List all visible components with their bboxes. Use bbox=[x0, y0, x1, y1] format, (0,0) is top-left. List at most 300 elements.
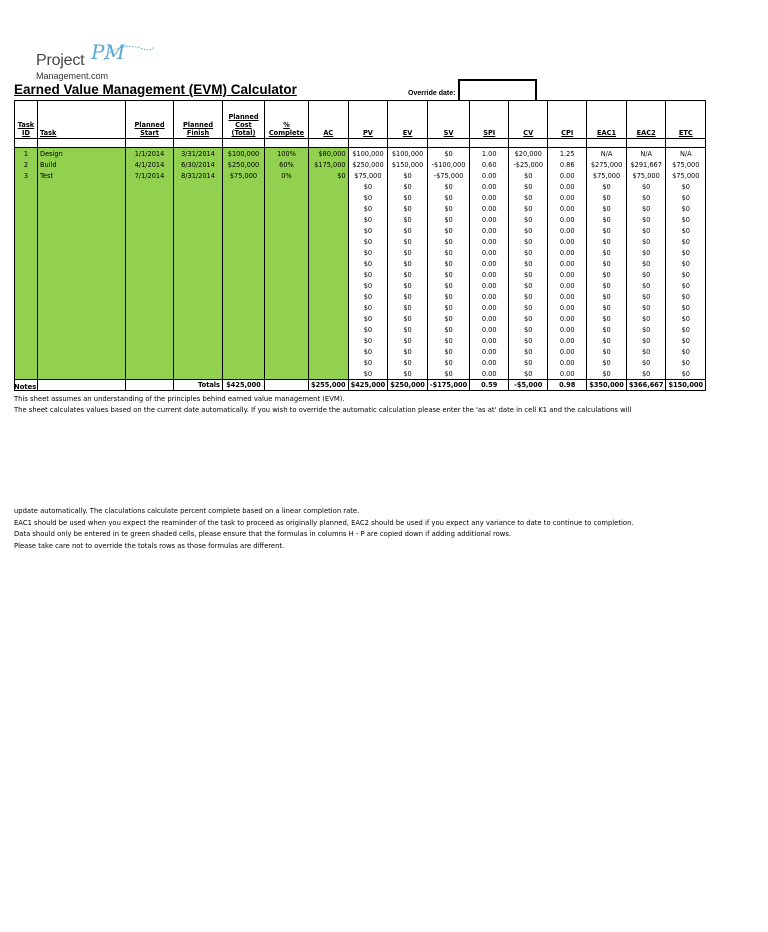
table-cell: 0.00 bbox=[548, 357, 587, 368]
table-cell: 0.00 bbox=[470, 181, 509, 192]
table-cell[interactable] bbox=[38, 280, 126, 291]
table-cell[interactable] bbox=[15, 368, 38, 380]
table-cell: $0 bbox=[626, 203, 666, 214]
table-cell: 0.00 bbox=[470, 368, 509, 380]
table-cell[interactable] bbox=[15, 346, 38, 357]
table-cell: 0.00 bbox=[470, 247, 509, 258]
table-cell: $0 bbox=[348, 368, 388, 380]
table-cell: $0 bbox=[348, 291, 388, 302]
table-cell: N/A bbox=[626, 148, 666, 160]
table-cell: $0 bbox=[509, 324, 548, 335]
table-cell[interactable]: 4/1/2014 bbox=[126, 159, 174, 170]
evm-table bbox=[14, 100, 706, 391]
table-cell[interactable] bbox=[174, 335, 223, 346]
table-cell[interactable] bbox=[223, 302, 265, 313]
table-cell[interactable] bbox=[223, 236, 265, 247]
table-cell[interactable] bbox=[15, 291, 38, 302]
table-cell: 0.00 bbox=[470, 335, 509, 346]
note-line: The sheet calculates values based on the current date automatically. If you wish to override the automatic calculation please enter the 'as at' date in cell K1 and the calculations will bbox=[14, 406, 632, 414]
table-cell: 0.00 bbox=[548, 247, 587, 258]
table-cell: $0 bbox=[626, 313, 666, 324]
table-cell: $0 bbox=[666, 302, 706, 313]
table-cell[interactable] bbox=[15, 302, 38, 313]
table-cell[interactable] bbox=[38, 346, 126, 357]
table-cell[interactable] bbox=[126, 192, 174, 203]
table-cell[interactable]: 6/30/2014 bbox=[174, 159, 223, 170]
table-cell[interactable] bbox=[265, 324, 309, 335]
table-cell[interactable] bbox=[15, 269, 38, 280]
notes-heading: Notes bbox=[14, 383, 37, 391]
table-cell: $0 bbox=[388, 236, 428, 247]
column-header: EAC2 bbox=[626, 101, 666, 139]
table-cell[interactable] bbox=[265, 225, 309, 236]
table-cell: $0 bbox=[509, 247, 548, 258]
table-cell: $0 bbox=[509, 258, 548, 269]
table-cell[interactable] bbox=[126, 368, 174, 380]
table-cell: $0 bbox=[388, 181, 428, 192]
table-cell[interactable] bbox=[265, 181, 309, 192]
table-cell[interactable] bbox=[174, 225, 223, 236]
table-cell: $0 bbox=[388, 313, 428, 324]
table-cell[interactable] bbox=[223, 324, 265, 335]
table-cell[interactable] bbox=[126, 313, 174, 324]
table-cell: $0 bbox=[509, 346, 548, 357]
table-cell: $0 bbox=[427, 247, 469, 258]
table-cell[interactable] bbox=[223, 313, 265, 324]
table-cell[interactable]: 8/31/2014 bbox=[174, 170, 223, 181]
table-cell: $0 bbox=[626, 368, 666, 380]
table-cell: $0 bbox=[427, 280, 469, 291]
table-cell: 0.00 bbox=[548, 236, 587, 247]
table-cell[interactable] bbox=[265, 357, 309, 368]
table-cell[interactable] bbox=[126, 346, 174, 357]
table-cell[interactable] bbox=[309, 291, 349, 302]
spacer-row bbox=[15, 139, 706, 148]
table-row bbox=[15, 214, 706, 225]
table-cell: Totals bbox=[174, 380, 223, 391]
table-cell[interactable] bbox=[309, 280, 349, 291]
table-cell[interactable] bbox=[265, 302, 309, 313]
table-row bbox=[15, 269, 706, 280]
table-cell: $0 bbox=[666, 291, 706, 302]
table-cell: 0.86 bbox=[548, 159, 587, 170]
note-line: EAC1 should be used when you expect the reaminder of the task to proceed as originally planned, EAC2 should be used if you expect any variance to date to continue to completion. bbox=[14, 518, 634, 527]
table-cell: $0 bbox=[388, 291, 428, 302]
override-date-input[interactable] bbox=[458, 79, 537, 101]
table-cell: $0 bbox=[666, 236, 706, 247]
table-cell: 0.00 bbox=[548, 335, 587, 346]
table-cell[interactable] bbox=[265, 291, 309, 302]
table-cell: $20,000 bbox=[509, 148, 548, 160]
table-row bbox=[15, 247, 706, 258]
column-header: Planned Finish bbox=[174, 101, 223, 139]
table-cell: $0 bbox=[509, 192, 548, 203]
table-cell[interactable] bbox=[174, 181, 223, 192]
table-cell: $0 bbox=[666, 346, 706, 357]
table-cell: N/A bbox=[666, 148, 706, 160]
table-cell[interactable] bbox=[265, 269, 309, 280]
table-cell[interactable] bbox=[38, 214, 126, 225]
table-cell: $0 bbox=[388, 335, 428, 346]
table-cell[interactable] bbox=[126, 291, 174, 302]
table-cell[interactable] bbox=[309, 324, 349, 335]
table-cell[interactable] bbox=[38, 258, 126, 269]
table-cell[interactable] bbox=[15, 181, 38, 192]
table-cell[interactable]: 0% bbox=[265, 170, 309, 181]
table-cell[interactable] bbox=[174, 269, 223, 280]
table-cell: $0 bbox=[626, 258, 666, 269]
table-cell[interactable] bbox=[15, 357, 38, 368]
table-row bbox=[15, 192, 706, 203]
table-cell[interactable] bbox=[126, 225, 174, 236]
table-cell[interactable] bbox=[126, 269, 174, 280]
table-cell bbox=[587, 139, 627, 148]
table-cell[interactable] bbox=[15, 280, 38, 291]
table-cell[interactable] bbox=[223, 368, 265, 380]
table-cell[interactable] bbox=[265, 214, 309, 225]
table-cell[interactable] bbox=[38, 247, 126, 258]
table-row bbox=[15, 357, 706, 368]
table-cell[interactable] bbox=[174, 203, 223, 214]
table-cell[interactable] bbox=[174, 280, 223, 291]
table-cell: 0.00 bbox=[548, 302, 587, 313]
table-cell: $250,000 bbox=[388, 380, 428, 391]
table-cell[interactable] bbox=[174, 258, 223, 269]
table-cell[interactable]: 3 bbox=[15, 170, 38, 181]
table-cell[interactable] bbox=[174, 324, 223, 335]
table-cell bbox=[38, 139, 126, 148]
table-cell[interactable] bbox=[38, 313, 126, 324]
table-cell[interactable]: 100% bbox=[265, 148, 309, 160]
table-cell[interactable] bbox=[38, 203, 126, 214]
table-cell[interactable] bbox=[223, 214, 265, 225]
table-cell[interactable]: $0 bbox=[309, 170, 349, 181]
table-cell[interactable] bbox=[265, 335, 309, 346]
table-cell: 1.25 bbox=[548, 148, 587, 160]
table-cell: $0 bbox=[626, 269, 666, 280]
table-cell: $275,000 bbox=[587, 159, 627, 170]
table-cell[interactable] bbox=[38, 269, 126, 280]
table-cell: $0 bbox=[388, 214, 428, 225]
table-cell[interactable]: $250,000 bbox=[223, 159, 265, 170]
table-cell: $0 bbox=[666, 269, 706, 280]
column-header: SPI bbox=[470, 101, 509, 139]
table-cell: $0 bbox=[666, 181, 706, 192]
table-cell[interactable] bbox=[223, 269, 265, 280]
notes-continued bbox=[14, 506, 634, 552]
table-cell: $0 bbox=[427, 269, 469, 280]
table-cell[interactable] bbox=[15, 214, 38, 225]
table-cell[interactable] bbox=[309, 236, 349, 247]
table-cell[interactable] bbox=[223, 346, 265, 357]
table-cell: $0 bbox=[626, 214, 666, 225]
table-cell[interactable] bbox=[309, 258, 349, 269]
table-cell: $150,000 bbox=[388, 159, 428, 170]
column-header: EV bbox=[388, 101, 428, 139]
table-cell: $0 bbox=[427, 214, 469, 225]
table-cell[interactable] bbox=[126, 357, 174, 368]
table-cell[interactable]: 7/1/2014 bbox=[126, 170, 174, 181]
table-cell[interactable]: 1 bbox=[15, 148, 38, 160]
table-row bbox=[15, 170, 706, 181]
table-cell: 0.00 bbox=[470, 192, 509, 203]
table-cell[interactable] bbox=[38, 324, 126, 335]
table-cell: $0 bbox=[587, 258, 627, 269]
table-cell: $0 bbox=[509, 291, 548, 302]
table-cell[interactable] bbox=[174, 236, 223, 247]
table-cell: $75,000 bbox=[666, 170, 706, 181]
table-cell: $0 bbox=[587, 346, 627, 357]
table-cell[interactable]: 60% bbox=[265, 159, 309, 170]
table-cell[interactable] bbox=[126, 236, 174, 247]
table-cell: $0 bbox=[427, 236, 469, 247]
table-cell[interactable] bbox=[38, 368, 126, 380]
table-cell[interactable] bbox=[223, 258, 265, 269]
notes-section bbox=[14, 382, 631, 417]
table-cell: 0.00 bbox=[548, 313, 587, 324]
table-row bbox=[15, 148, 706, 160]
table-cell: $0 bbox=[348, 335, 388, 346]
table-row bbox=[15, 236, 706, 247]
table-header-row bbox=[15, 101, 706, 139]
table-cell: $425,000 bbox=[348, 380, 388, 391]
table-cell[interactable] bbox=[309, 181, 349, 192]
table-row bbox=[15, 203, 706, 214]
table-cell: $0 bbox=[427, 148, 469, 160]
table-cell[interactable] bbox=[309, 225, 349, 236]
table-cell: $0 bbox=[626, 236, 666, 247]
table-cell[interactable]: $100,000 bbox=[223, 148, 265, 160]
table-cell: $255,000 bbox=[309, 380, 349, 391]
table-cell[interactable] bbox=[126, 335, 174, 346]
table-cell: $0 bbox=[666, 247, 706, 258]
table-cell: $0 bbox=[587, 225, 627, 236]
table-cell[interactable] bbox=[265, 313, 309, 324]
table-cell: $0 bbox=[388, 258, 428, 269]
table-cell[interactable] bbox=[126, 258, 174, 269]
column-header: EAC1 bbox=[587, 101, 627, 139]
table-cell: $0 bbox=[427, 368, 469, 380]
table-cell[interactable] bbox=[15, 192, 38, 203]
table-cell[interactable] bbox=[38, 357, 126, 368]
table-cell[interactable] bbox=[38, 236, 126, 247]
table-cell[interactable] bbox=[174, 313, 223, 324]
table-cell: $0 bbox=[626, 192, 666, 203]
table-cell: 0.00 bbox=[470, 203, 509, 214]
table-cell[interactable] bbox=[38, 192, 126, 203]
table-cell: $0 bbox=[587, 335, 627, 346]
column-header: Planned Cost (Total) bbox=[223, 101, 265, 139]
table-cell: -$5,000 bbox=[509, 380, 548, 391]
table-row bbox=[15, 302, 706, 313]
table-cell: 0.00 bbox=[548, 258, 587, 269]
table-cell[interactable] bbox=[15, 313, 38, 324]
table-row bbox=[15, 181, 706, 192]
table-cell: 0.00 bbox=[470, 214, 509, 225]
table-cell[interactable] bbox=[309, 313, 349, 324]
table-cell bbox=[626, 139, 666, 148]
table-cell[interactable]: Build bbox=[38, 159, 126, 170]
table-cell[interactable] bbox=[309, 357, 349, 368]
table-cell: $0 bbox=[427, 335, 469, 346]
column-header: PV bbox=[348, 101, 388, 139]
table-cell[interactable] bbox=[223, 291, 265, 302]
table-cell: $0 bbox=[348, 181, 388, 192]
table-cell[interactable] bbox=[15, 335, 38, 346]
table-cell[interactable] bbox=[15, 203, 38, 214]
table-cell: 0.00 bbox=[548, 203, 587, 214]
table-cell[interactable]: Test bbox=[38, 170, 126, 181]
table-cell[interactable] bbox=[38, 291, 126, 302]
table-cell bbox=[174, 139, 223, 148]
table-cell[interactable] bbox=[15, 247, 38, 258]
table-cell: 0.00 bbox=[548, 324, 587, 335]
table-cell: $0 bbox=[626, 247, 666, 258]
table-cell[interactable] bbox=[15, 258, 38, 269]
table-cell: 0.00 bbox=[548, 225, 587, 236]
table-cell[interactable] bbox=[223, 247, 265, 258]
table-cell[interactable] bbox=[309, 247, 349, 258]
table-cell[interactable] bbox=[126, 247, 174, 258]
table-cell[interactable] bbox=[174, 346, 223, 357]
table-cell[interactable] bbox=[126, 324, 174, 335]
column-header: Task bbox=[38, 101, 126, 139]
table-cell: $0 bbox=[626, 302, 666, 313]
table-cell[interactable] bbox=[265, 236, 309, 247]
table-cell: $0 bbox=[427, 203, 469, 214]
table-cell: 0.00 bbox=[548, 269, 587, 280]
column-header: Planned Start bbox=[126, 101, 174, 139]
table-cell: $0 bbox=[348, 324, 388, 335]
table-cell: $0 bbox=[509, 170, 548, 181]
table-cell: $0 bbox=[509, 302, 548, 313]
table-cell[interactable] bbox=[126, 302, 174, 313]
table-cell[interactable] bbox=[265, 247, 309, 258]
table-cell[interactable] bbox=[174, 192, 223, 203]
table-cell[interactable] bbox=[38, 335, 126, 346]
note-line: update automatically. The claculations calculate percent complete based on a linear completion rate. bbox=[14, 507, 360, 515]
table-cell: $0 bbox=[666, 214, 706, 225]
table-cell: $0 bbox=[666, 258, 706, 269]
table-cell[interactable] bbox=[38, 302, 126, 313]
table-cell[interactable]: $175,000 bbox=[309, 159, 349, 170]
table-cell[interactable]: 1/1/2014 bbox=[126, 148, 174, 160]
table-cell[interactable] bbox=[38, 225, 126, 236]
table-cell[interactable] bbox=[265, 203, 309, 214]
table-cell: $0 bbox=[509, 214, 548, 225]
table-cell[interactable] bbox=[223, 225, 265, 236]
table-cell[interactable] bbox=[174, 357, 223, 368]
table-cell[interactable] bbox=[174, 214, 223, 225]
table-cell: 0.00 bbox=[470, 280, 509, 291]
table-cell: 0.00 bbox=[548, 280, 587, 291]
table-cell[interactable] bbox=[223, 357, 265, 368]
table-cell bbox=[126, 139, 174, 148]
table-cell: $0 bbox=[427, 302, 469, 313]
table-cell: 1.00 bbox=[470, 148, 509, 160]
table-cell[interactable] bbox=[265, 280, 309, 291]
table-cell: -$175,000 bbox=[427, 380, 469, 391]
table-cell: $0 bbox=[509, 236, 548, 247]
table-cell: 0.00 bbox=[470, 225, 509, 236]
table-cell: 0.00 bbox=[470, 258, 509, 269]
table-cell: $0 bbox=[666, 335, 706, 346]
table-cell[interactable] bbox=[15, 225, 38, 236]
table-cell: $0 bbox=[427, 357, 469, 368]
table-cell[interactable] bbox=[15, 324, 38, 335]
table-cell[interactable] bbox=[265, 192, 309, 203]
table-cell[interactable]: Design bbox=[38, 148, 126, 160]
table-cell: $0 bbox=[509, 368, 548, 380]
table-cell: $0 bbox=[587, 236, 627, 247]
table-cell: $0 bbox=[388, 346, 428, 357]
table-cell[interactable] bbox=[265, 346, 309, 357]
table-cell: $0 bbox=[348, 225, 388, 236]
table-cell[interactable] bbox=[309, 269, 349, 280]
table-cell: $0 bbox=[626, 324, 666, 335]
table-cell[interactable] bbox=[309, 302, 349, 313]
table-cell[interactable]: 3/31/2014 bbox=[174, 148, 223, 160]
table-cell[interactable] bbox=[174, 247, 223, 258]
column-header: AC bbox=[309, 101, 349, 139]
table-cell[interactable] bbox=[223, 335, 265, 346]
table-cell[interactable] bbox=[309, 214, 349, 225]
table-cell[interactable]: $75,000 bbox=[223, 170, 265, 181]
table-cell[interactable] bbox=[126, 214, 174, 225]
table-cell: $0 bbox=[666, 313, 706, 324]
table-cell[interactable] bbox=[265, 368, 309, 380]
table-cell[interactable] bbox=[309, 192, 349, 203]
table-cell[interactable] bbox=[174, 368, 223, 380]
table-cell[interactable] bbox=[309, 346, 349, 357]
table-row bbox=[15, 368, 706, 380]
table-cell[interactable] bbox=[15, 236, 38, 247]
table-cell[interactable] bbox=[174, 291, 223, 302]
table-row bbox=[15, 159, 706, 170]
table-cell[interactable] bbox=[309, 203, 349, 214]
table-cell: $0 bbox=[626, 346, 666, 357]
note-line: This sheet assumes an understanding of the principles behind earned value management (EVM). bbox=[14, 394, 345, 403]
table-cell[interactable] bbox=[223, 203, 265, 214]
table-cell[interactable]: 2 bbox=[15, 159, 38, 170]
table-cell[interactable] bbox=[223, 280, 265, 291]
table-cell[interactable] bbox=[309, 368, 349, 380]
table-cell: $0 bbox=[388, 247, 428, 258]
table-cell[interactable] bbox=[223, 192, 265, 203]
table-cell: $0 bbox=[587, 357, 627, 368]
table-cell[interactable]: $80,000 bbox=[309, 148, 349, 160]
table-cell bbox=[427, 139, 469, 148]
table-cell: 0.00 bbox=[470, 236, 509, 247]
table-cell[interactable] bbox=[174, 302, 223, 313]
table-cell[interactable] bbox=[38, 181, 126, 192]
table-cell: 0.00 bbox=[548, 368, 587, 380]
table-cell: $0 bbox=[509, 225, 548, 236]
table-cell: $0 bbox=[348, 357, 388, 368]
table-cell[interactable] bbox=[265, 258, 309, 269]
table-row bbox=[15, 313, 706, 324]
table-cell[interactable] bbox=[126, 181, 174, 192]
table-cell[interactable] bbox=[223, 181, 265, 192]
table-cell: $0 bbox=[626, 280, 666, 291]
table-cell[interactable] bbox=[309, 335, 349, 346]
column-header: ETC bbox=[666, 101, 706, 139]
table-cell: 0.59 bbox=[470, 380, 509, 391]
table-cell: $0 bbox=[666, 357, 706, 368]
table-cell bbox=[15, 139, 38, 148]
table-cell[interactable] bbox=[126, 203, 174, 214]
table-cell[interactable] bbox=[126, 280, 174, 291]
